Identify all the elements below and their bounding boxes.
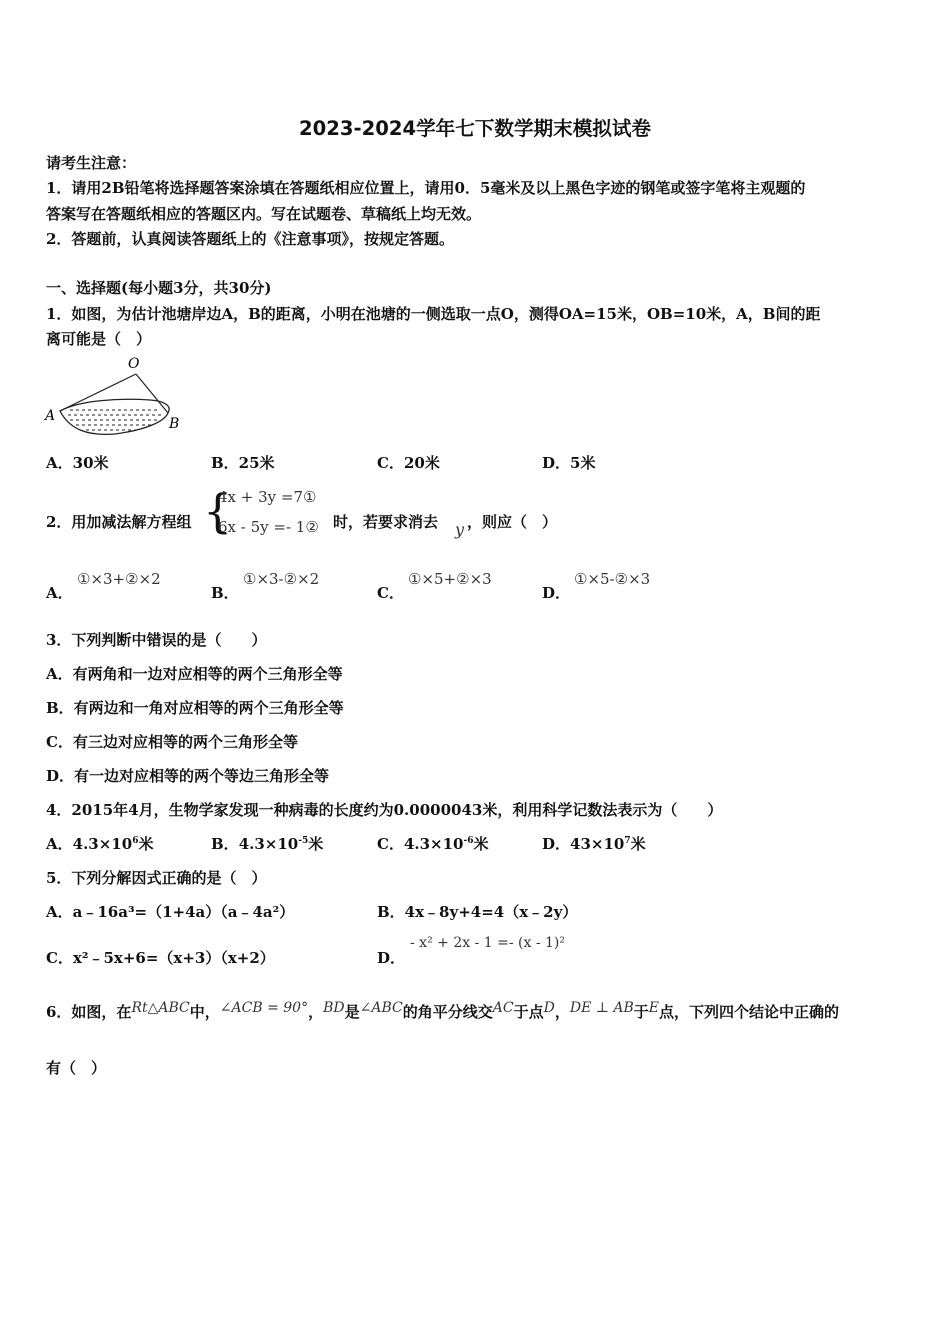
q2-option-a-letter: A． [46,584,73,602]
q1-option-d: D．5米 [542,454,596,472]
notice-line-1a: 1．请用2B铅笔将选择题答案涂填在答题纸相应位置上，请用0．5毫米及以上黑色字迹的钢笔或签字笔将主观题的 [46,179,806,197]
q4-option-a: A．$4.3\times 10^6$米 [46,835,154,853]
q2-option-d-expr: ①×5-②×3 [574,570,651,588]
q2-option-a-expr: ①×3+②×2 [77,570,161,588]
q2-eq1: 4x + 3y =7① [218,488,317,506]
q2-option-c-expr: ①×5+②×3 [408,570,492,588]
q3-option-a: A．有两角和一边对应相等的两个三角形全等 [46,665,343,683]
notice-heading: 请考生注意： [46,154,137,172]
q2-option-b-letter: B． [211,584,239,602]
q1-stem-line2: 离可能是（ ） [46,330,152,348]
q2-var: y [455,520,465,539]
q5-option-a: A．a﹣16a³=（1+4a）（a﹣4a²） [46,903,295,921]
q2-option-b-expr: ①×3-②×2 [243,570,320,588]
pond-shape [60,399,169,434]
segment-ob [136,374,168,413]
q3-option-c: C．有三边对应相等的两个三角形全等 [46,733,298,751]
q4-option-d: D．$43\times 10^7$米 [542,835,646,853]
q3-stem: 3．下列判断中错误的是（ ） [46,631,267,649]
q6-stem-line1: 6．如图，在Rt△ABC中，∠ACB = 90°，BD是∠ABC的角平分线交AC于点D，DE ⊥ AB于E点，下列四个结论中正确的 [46,1000,840,1021]
q2-mid: 时，若要求消去 [333,513,439,531]
q4-stem: 4．2015年4月，生物学家发现一种病毒的长度约为0.0000043米，利用科学记数法表示为（ ） [46,801,723,819]
q2-prefix: 2．用加减法解方程组 [46,513,192,531]
q1-stem-line1: 1．如图，为估计池塘岸边A，B的距离，小明在池塘的一侧选取一点O，测得OA=15米，OB=10米，A，B间的距 [46,305,821,323]
q2-suffix: ，则应（ ） [467,513,558,531]
label-o: O [128,356,140,372]
q1-option-c: C．20米 [377,454,440,472]
q5-option-b: B．4x﹣8y+4=4（x﹣2y） [377,903,578,921]
q2-option-d-letter: D． [542,584,571,602]
q5-option-c: C．x²﹣5x+6=（x+3）（x+2） [46,949,275,967]
page-title: 2023-2024学年七下数学期末模拟试卷 [298,117,652,140]
q3-option-d: D．有一边对应相等的两个等边三角形全等 [46,767,330,785]
segment-oa [60,374,136,411]
label-b: B [169,416,180,432]
q5-option-d-expr: - x² + 2x - 1 =- (x - 1)² [410,935,565,951]
q4-option-c: C．$4.3\times 10^{-6}$米 [377,835,489,853]
section-heading: 一、选择题(每小题3分，共30分) [46,279,272,297]
q2-brace: { [203,484,233,538]
q5-option-d-letter: D． [377,949,406,967]
notice-line-1b: 答案写在答题纸相应的答题区内。写在试题卷、草稿纸上均无效。 [46,205,482,223]
q6-stem-line2: 有（ ） [46,1059,107,1077]
q3-option-b: B．有两边和一角对应相等的两个三角形全等 [46,699,344,717]
q5-stem: 5．下列分解因式正确的是（ ） [46,869,267,887]
label-a: A [45,408,56,424]
q1-option-a: A．30米 [46,454,109,472]
q4-option-b: B．$4.3\times 10^{-5}$米 [211,835,324,853]
q1-pond-figure [40,350,190,440]
q2-eq2: 6x - 5y =- 1② [218,518,319,536]
q2-option-c-letter: C． [377,584,404,602]
q1-option-b: B．25米 [211,454,275,472]
notice-line-2: 2．答题前，认真阅读答题纸上的《注意事项》，按规定答题。 [46,230,454,248]
